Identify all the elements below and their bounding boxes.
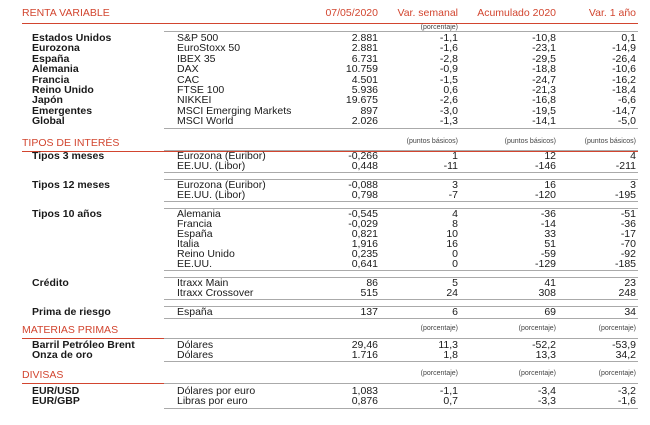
t10-row-value-v3: 51 [544, 238, 556, 250]
rv-row-value-v2: -1,5 [439, 73, 458, 86]
t3-row-value-v4: 4 [630, 150, 636, 162]
t10-row-value-v3: -59 [540, 248, 556, 260]
rv-row-value-v3: -24,7 [532, 73, 556, 86]
div-row-value-v3: -3,3 [537, 395, 556, 407]
rv-row-value-v2: -3,0 [439, 104, 458, 117]
t12-row-value-v1: -0,088 [348, 179, 378, 191]
rv-row-value-v2: 0,6 [443, 84, 458, 96]
t10-label: Tipos 10 años [32, 208, 102, 220]
t10-row-value-v1: 0,821 [351, 228, 378, 240]
rv-row-value-v4: -26,4 [612, 52, 636, 65]
mp-row-value-v3: -52,2 [532, 339, 556, 351]
t12-row-name: Eurozona (Euribor) [177, 179, 266, 191]
rv-row-value-v2: -1,3 [439, 115, 458, 128]
rv-row-value-v1: 5.936 [351, 84, 378, 96]
col-header-weekly: Var. semanal [397, 7, 458, 19]
rv-row-value-v2: -1,1 [439, 32, 458, 44]
t3-row-name: Eurozona (Euribor) [177, 150, 266, 162]
t12-row-value-v4: -195 [614, 189, 636, 201]
credito-label: Crédito [32, 277, 69, 289]
t10-row-value-v4: -17 [620, 228, 636, 240]
rv-row-value-v3: -29,5 [532, 52, 556, 65]
t3-row-value-v1: 0,448 [351, 160, 378, 172]
rv-row-index: MSCI World [177, 115, 234, 128]
unit-tipos-weekly: (puntos básicos) [406, 138, 458, 145]
rv-row-value-v4: 0,1 [621, 32, 636, 44]
unit-div-1y: (porcentaje) [598, 370, 636, 377]
rv-row-value-v4: -14,7 [612, 104, 636, 117]
rv-row-index: CAC [177, 73, 200, 86]
unit-div-weekly: (porcentaje) [420, 370, 458, 377]
unit-mp-1y: (porcentaje) [598, 325, 636, 332]
mp-row-value-v3: 13,3 [535, 349, 556, 361]
div-row-value-v4: -1,6 [617, 395, 636, 407]
t10-row-value-v2: 0 [452, 258, 458, 270]
mp-row-value-v1: 1.716 [351, 349, 378, 361]
rv-row-index: NIKKEI [177, 94, 212, 107]
mp-row-value-v1: 29,46 [351, 339, 378, 351]
rv-row-label: Eurozona [32, 42, 80, 55]
t12-row-value-v3: -120 [534, 189, 556, 201]
rv-row-index: DAX [177, 63, 199, 76]
rv-row-value-v4: -16,2 [612, 73, 636, 86]
rv-row-value-v4: -5,0 [617, 115, 636, 128]
rv-row-value-v4: -18,4 [612, 84, 636, 96]
t10-row-name: Francia [177, 218, 213, 230]
t10-row-value-v3: -14 [540, 218, 556, 230]
prima-row-value-v4: 34 [624, 306, 636, 318]
rv-row-index: FTSE 100 [177, 84, 225, 96]
t10-row-value-v3: -129 [534, 258, 556, 270]
t12-row-value-v3: 16 [544, 179, 556, 191]
rv-row-value-v1: 4.501 [351, 73, 378, 86]
unit-weekly: (porcentaje) [420, 24, 458, 31]
t3-label: Tipos 3 meses [32, 150, 105, 162]
rv-row-value-v3: -18,8 [532, 63, 556, 76]
rv-row-label: Japón [32, 94, 63, 107]
t10-row-name: España [177, 228, 213, 240]
t3-row-value-v4: -211 [615, 160, 636, 172]
div-row-unit: Dólares por euro [177, 385, 256, 397]
mp-row-value-v4: -53,9 [612, 339, 636, 351]
prima-row-value-v2: 6 [452, 306, 458, 318]
credito-row-value-v3: 41 [544, 277, 556, 289]
t10-row-value-v4: -92 [620, 248, 636, 260]
rv-row-value-v1: 10.759 [345, 63, 378, 76]
t3-row-value-v2: 1 [452, 150, 458, 162]
div-row-value-v2: 0,7 [443, 395, 458, 407]
section-tipos: TIPOS DE INTERÉS [22, 137, 120, 149]
t3-row-value-v1: -0,266 [348, 150, 378, 162]
t12-row-value-v4: 3 [630, 179, 636, 191]
mp-row-unit: Dólares [177, 349, 214, 361]
rv-row-label: Reino Unido [32, 84, 94, 96]
section-divisas: DIVISAS [22, 369, 64, 381]
rv-row-value-v1: 6.731 [351, 52, 378, 65]
rv-row-label: Francia [32, 73, 70, 86]
unit-mp-weekly: (porcentaje) [420, 325, 458, 332]
rv-row-label: Alemania [32, 63, 79, 76]
rv-row-label: Emergentes [32, 104, 93, 117]
div-row-value-v1: 0,876 [351, 395, 378, 407]
header-rule [22, 23, 638, 24]
t10-row-name: Italia [177, 238, 200, 250]
t10-row-value-v2: 10 [446, 228, 458, 240]
div-row-value-v1: 1,083 [351, 385, 378, 397]
section-renta-variable: RENTA VARIABLE [22, 7, 110, 19]
mp-row-label: Barril Petróleo Brent [32, 339, 135, 351]
t3-row-value-v2: -11 [443, 160, 458, 172]
t10-row-value-v3: 33 [544, 228, 556, 240]
t10-row-value-v3: -36 [540, 208, 556, 220]
rv-row-index: S&P 500 [177, 32, 219, 44]
t10-row-value-v1: -0,545 [348, 208, 378, 220]
rv-row-value-v4: -14,9 [612, 42, 636, 55]
t12-row-value-v1: 0,798 [351, 189, 378, 201]
t10-row-value-v2: 4 [452, 208, 458, 220]
t10-row-value-v4: -51 [620, 208, 636, 220]
prima-row-value-v1: 137 [360, 306, 378, 318]
rv-row-value-v3: -19,5 [532, 104, 556, 117]
credito-row-name: Itraxx Main [177, 277, 229, 289]
t10-row-value-v2: 16 [446, 238, 458, 250]
credito-row-value-v1: 86 [366, 277, 378, 289]
t10-row-value-v4: -36 [620, 218, 636, 230]
credito-row-value-v3: 308 [538, 287, 556, 299]
col-header-ytd: Acumulado 2020 [477, 7, 556, 19]
t3-row-value-v3: -146 [534, 160, 556, 172]
rv-row-value-v3: -16,8 [532, 94, 556, 107]
t10-row-value-v1: 1,916 [351, 238, 378, 250]
credito-row-value-v2: 24 [446, 287, 458, 299]
div-row-value-v4: -3,2 [617, 385, 636, 397]
mp-row-unit: Dólares [177, 339, 214, 351]
unit-tipos-ytd: (puntos básicos) [504, 138, 556, 145]
mp-row-value-v4: 34,2 [615, 349, 636, 361]
rv-row-index: IBEX 35 [177, 52, 216, 65]
rv-row-value-v2: -0,9 [439, 63, 458, 76]
div-row-value-v3: -3,4 [537, 385, 556, 397]
col-header-date: 07/05/2020 [325, 7, 378, 19]
div-row-value-v2: -1,1 [439, 385, 458, 397]
rv-row-value-v2: -2,8 [439, 52, 458, 65]
rv-row-value-v4: -10,6 [612, 63, 636, 76]
unit-mp-ytd: (porcentaje) [518, 325, 556, 332]
div-row-label: EUR/USD [32, 385, 80, 397]
t12-label: Tipos 12 meses [32, 179, 111, 191]
t10-row-value-v2: 0 [452, 248, 458, 260]
unit-tipos-1y: (puntos básicos) [584, 138, 636, 145]
section-materias: MATERIAS PRIMAS [22, 324, 119, 336]
prima-row-value-v3: 69 [544, 306, 556, 318]
t12-row-value-v2: -7 [448, 189, 458, 201]
rv-row-index: MSCI Emerging Markets [177, 104, 292, 117]
rv-row-value-v3: -10,8 [532, 32, 556, 44]
mp-row-value-v2: 11,3 [438, 339, 458, 351]
rv-row-value-v3: -21,3 [532, 84, 556, 96]
t10-row-name: Alemania [177, 208, 221, 220]
rv-row-label: Global [32, 115, 65, 128]
rv-row-value-v2: -2,6 [439, 94, 458, 107]
t10-row-name: Reino Unido [177, 248, 235, 260]
t10-row-value-v1: 0,641 [351, 258, 378, 270]
rv-row-value-v1: 2.881 [351, 32, 378, 44]
rv-row-value-v1: 2.881 [351, 42, 378, 55]
rv-row-index: EuroStoxx 50 [177, 42, 241, 55]
mp-row-label: Onza de oro [32, 349, 93, 361]
rv-row-value-v1: 19.675 [345, 94, 378, 107]
t12-row-name: EE.UU. (Libor) [177, 189, 246, 201]
col-header-1y: Var. 1 año [588, 7, 636, 19]
credito-row-value-v2: 5 [452, 277, 458, 289]
t10-row-value-v2: 8 [452, 218, 458, 230]
rv-row-value-v3: -14,1 [532, 115, 556, 128]
div-row-label: EUR/GBP [32, 395, 80, 407]
div-row-unit: Libras por euro [177, 395, 248, 407]
t3-row-name: EE.UU. (Libor) [177, 160, 246, 172]
t3-row-value-v3: 12 [544, 150, 556, 162]
rv-row-value-v3: -23,1 [532, 42, 556, 55]
t10-row-name: EE.UU. [177, 258, 213, 270]
rv-row-value-v1: 2.026 [351, 115, 378, 128]
prima-label: Prima de riesgo [32, 306, 111, 318]
t10-row-value-v1: -0,029 [348, 218, 378, 230]
rv-row-value-v1: 897 [360, 104, 378, 117]
credito-row-name: Itraxx Crossover [177, 287, 254, 299]
rv-row-value-v2: -1,6 [439, 42, 458, 55]
rv-row-label: Estados Unidos [32, 32, 112, 44]
rv-row-label: España [32, 52, 70, 65]
rv-row-value-v4: -6,6 [617, 94, 636, 107]
t12-row-value-v2: 3 [452, 179, 458, 191]
credito-row-value-v4: 23 [624, 277, 636, 289]
credito-row-value-v4: 248 [618, 287, 636, 299]
credito-row-value-v1: 515 [360, 287, 378, 299]
mp-row-value-v2: 1,8 [443, 349, 458, 361]
t10-row-value-v4: -185 [614, 258, 636, 270]
t10-row-value-v1: 0,235 [351, 248, 378, 260]
unit-div-ytd: (porcentaje) [518, 370, 556, 377]
t10-row-value-v4: -70 [620, 238, 636, 250]
prima-row-name: España [177, 306, 213, 318]
